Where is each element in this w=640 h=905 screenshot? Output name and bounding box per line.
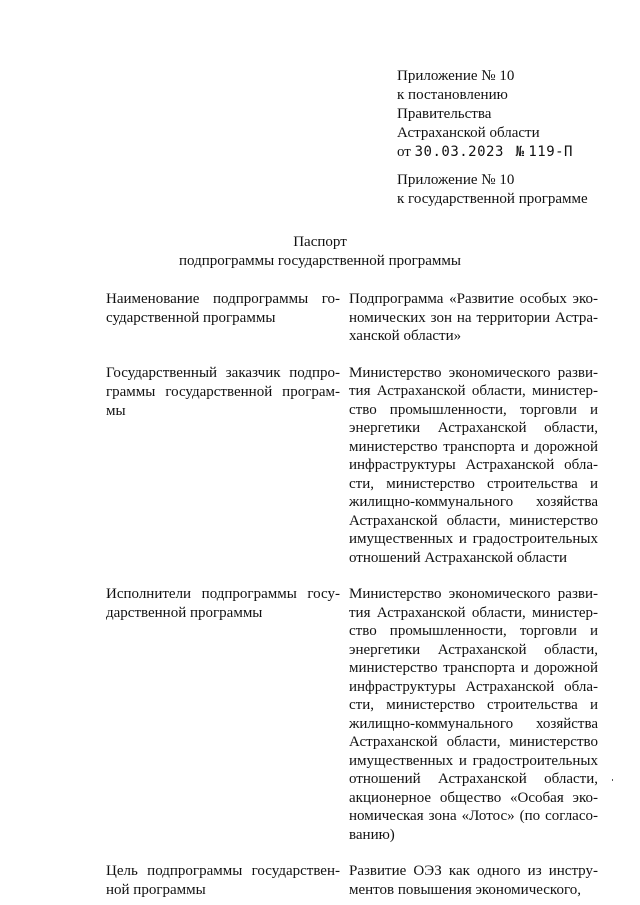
title-line-2: подпрограммы государственной программы	[179, 253, 461, 269]
date-prefix: от	[397, 144, 411, 160]
document-title	[0, 233, 640, 271]
appendix-block	[397, 171, 588, 209]
appendix-line: к государственной программе	[397, 191, 588, 207]
approval-date-line	[397, 143, 573, 162]
title-line-1: Паспорт	[293, 234, 347, 250]
number-value: 119-П	[528, 144, 573, 160]
row-value: Подпрограмма «Развитие особых экономических зон на территории Астраханской области»	[349, 291, 598, 344]
row-label: Исполнители подпрограммы государственной программы	[106, 586, 340, 621]
passport-table	[106, 290, 598, 900]
date-value: 30.03.2023	[414, 144, 504, 160]
table-row	[106, 290, 598, 346]
appendix-line: Приложение № 10	[397, 172, 515, 188]
approval-line: Астраханской области	[397, 125, 540, 141]
table-row	[106, 862, 598, 900]
approval-line: Правительства	[397, 106, 492, 122]
table-row	[106, 364, 598, 568]
scan-speck	[612, 779, 613, 781]
number-sign: №	[515, 144, 525, 160]
row-label: Цель подпрограммы государственной программы	[106, 863, 340, 898]
row-value: Развитие ОЭЗ как одного из инструментов повышения экономического,	[349, 863, 598, 898]
approval-block	[397, 67, 573, 162]
row-value: Министерство экономического развития Астраханской области, министерство промышленности, торговли и энергетики Астраханской области, министерство транспорта и дорожной инфраструктуры Астраханской области, министерство строительства и жилищно-коммунального хозяйства Астраханской области, министерство имущественных и градостроительных отношений Астраханской области, акционерное общество «Особая экономическая зона «Лотос» (по согласованию)	[349, 586, 598, 843]
approval-line: Приложение № 10	[397, 68, 515, 84]
row-label: Наименование подпрограммы государственной программы	[106, 291, 340, 326]
approval-line: к постановлению	[397, 87, 508, 103]
row-value: Министерство экономического развития Астраханской области, министерство промышленности, торговли и энергетики Астраханской области, министерство транспорта и дорожной инфраструктуры Астраханской области, министерство строительства и жилищно-коммунального хозяйства Астраханской области, министерство имущественных и градостроительных отношений Астраханской области	[349, 364, 598, 566]
table-row	[106, 585, 598, 844]
row-label: Государственный заказчик подпрограммы государственной программы	[106, 364, 340, 419]
